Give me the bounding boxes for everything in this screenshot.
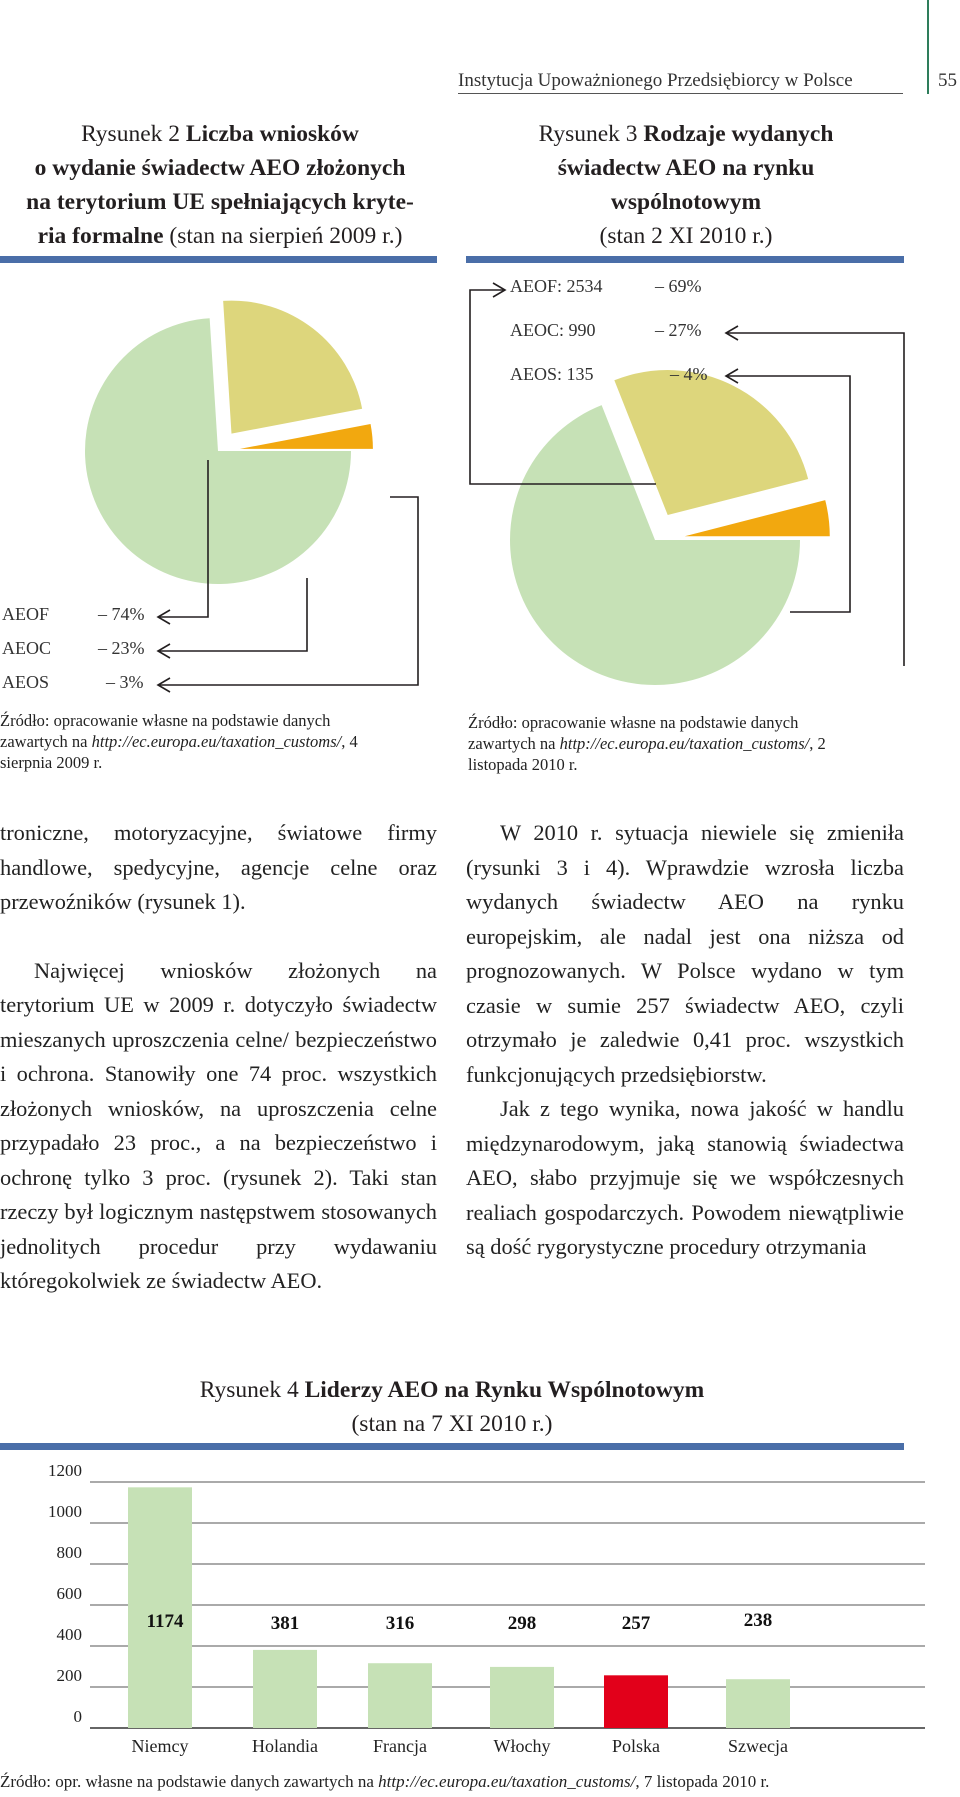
bar-value-label: 238 (743, 1610, 773, 1631)
fig2-source (0, 710, 420, 773)
fig4-subtitle: (stan na 7 XI 2010 r.) (351, 1411, 553, 1437)
fig2-title-l3: na terytorium UE spełniających kryte- (26, 189, 414, 215)
x-category-label: Włochy (493, 1736, 551, 1756)
fig4-caption-bar (0, 1443, 904, 1450)
fig4-source-url: http://ec.europa.eu/taxation_customs/ (378, 1772, 636, 1791)
fig3-source-text: zawartych na (468, 734, 560, 753)
bar-niemcy (128, 1487, 192, 1728)
fig4-label: Rysunek 4 (199, 1377, 299, 1403)
fig2-legend-aeoc-name: AEOC (2, 638, 51, 658)
fig2-legend-aeos-name: AEOS (2, 672, 50, 692)
right-paragraph-1: W 2010 r. sytuacja niewiele się zmieniła (rysunki 3 i 4). Wprawdzie wzrosła liczba wydanych świadectw AEO na rynku europejskim, ale nadal jest ona niższa od prognozowanych. W Polsce wydano w tym czasie w sumie 257 świadectw AEO, czyli otrzymało je zaledwie 0,41 proc. wszystkich funkcjonujących przedsiębiorstw. (466, 820, 904, 1087)
y-tick-label: 200 (56, 1666, 82, 1685)
bar-holandia (253, 1650, 317, 1728)
y-tick-label: 600 (56, 1584, 82, 1603)
fig3-legend-aeof-pct: – 69% (655, 276, 702, 296)
fig2-legend-aeof-name: AEOF (2, 604, 50, 624)
bar-value-label: 257 (621, 1613, 651, 1634)
pie-chart-fig2 (85, 301, 373, 584)
fig3-legend-aeos-name: AEOS: 135 (510, 364, 594, 384)
pie-slice-aeoc (614, 370, 808, 515)
fig3-legend-aeoc-name: AEOC: 990 (510, 320, 596, 340)
right-paragraph-2: Jak z tego wynika, nowa jakość w handlu międzynarodowym, jaką stanowią świadectwa AEO, słabo przyjmuje się we współczesnych realiach gospodarczych. Powodem niewątpliwie są dość rygorystyczne procedury otrzymania (466, 1096, 904, 1259)
fig3-subtitle: (stan 2 XI 2010 r.) (599, 223, 773, 249)
bar-włochy (490, 1667, 554, 1728)
fig2-legend-aeos-pct: – 3% (106, 672, 144, 692)
fig2-title-l4: ria formalne (37, 223, 164, 249)
fig3-legend-aeof-name: AEOF: 2534 (510, 276, 603, 296)
fig3-source-date: , 2 (809, 734, 826, 753)
y-tick-label: 0 (73, 1707, 82, 1726)
fig3-label: Rysunek 3 (538, 121, 638, 147)
y-tick-label: 800 (56, 1543, 82, 1562)
bar-value-label: 298 (507, 1613, 537, 1634)
fig3-legend-aeoc-pct: – 27% (655, 320, 702, 340)
y-tick-label: 400 (56, 1625, 82, 1644)
fig3-source-line3: listopada 2010 r. (468, 755, 578, 774)
fig4-source-date: , 7 listopada 2010 r. (635, 1772, 770, 1791)
fig2-legend-aeof-pct: – 74% (98, 604, 145, 624)
fig4-caption (0, 1373, 904, 1441)
bar-chart-fig4 (0, 1460, 960, 1760)
fig4-source-text: Źródło: opr. własne na podstawie danych zawartych na (0, 1772, 379, 1791)
fig2-legend-aeoc-pct: – 23% (98, 638, 145, 658)
pie-slice-aeoc (223, 301, 362, 434)
fig2-subtitle: (stan na sierpień 2009 r.) (169, 223, 403, 249)
bar-francja (368, 1663, 432, 1728)
fig2-source-date: , 4 (341, 732, 358, 751)
page-number: 55 (938, 70, 957, 91)
x-category-label: Holandia (252, 1736, 318, 1756)
fig2-source-text: zawartych na (0, 732, 92, 751)
x-category-label: Francja (373, 1736, 427, 1756)
fig2-source-url: http://ec.europa.eu/taxation_customs/ (91, 732, 342, 751)
fig3-legend-aeos-pct: – 4% (670, 364, 708, 384)
fig4-source (0, 1771, 960, 1792)
bar-value-label: 1174 (146, 1611, 184, 1632)
y-tick-label: 1200 (48, 1461, 82, 1480)
x-category-label: Polska (611, 1736, 660, 1756)
fig3-title-l3: wspólnotowym (610, 189, 762, 215)
running-title: Instytucja Upoważnionego Przedsiębiorcy w Polsce (458, 70, 853, 91)
right-text-column (466, 816, 904, 1265)
fig2-label: Rysunek 2 (81, 121, 181, 147)
fig2-title-l1: Liczba wniosków (185, 121, 359, 147)
pie-slice-aeos (685, 500, 830, 536)
bar-szwecja (726, 1679, 790, 1728)
fig2-source-line3: sierpnia 2009 r. (0, 753, 103, 772)
fig2-leader-aeoc (158, 578, 307, 651)
fig3-title-l1: Rodzaje wydanych (643, 121, 834, 147)
bar-value-label: 381 (270, 1613, 300, 1634)
fig2-title-l2: o wydanie świadectw AEO złożonych (34, 155, 406, 181)
bar-value-label: 316 (385, 1613, 415, 1634)
left-text-column (0, 816, 437, 1299)
x-category-label: Szwecja (728, 1736, 788, 1756)
fig3-title-l2: świadectw AEO na rynku (557, 155, 815, 181)
pie-chart-fig3 (510, 370, 830, 685)
fig2-source-line1: Źródło: opracowanie własne na podstawie danych (0, 711, 331, 730)
y-tick-label: 1000 (48, 1502, 82, 1521)
bar-chart-svg (0, 1460, 960, 1760)
fig4-title: Liderzy AEO na Rynku Wspólnotowym (304, 1377, 705, 1403)
fig3-source-line1: Źródło: opracowanie własne na podstawie danych (468, 713, 799, 732)
fig3-source-url: http://ec.europa.eu/taxation_customs/ (559, 734, 810, 753)
left-paragraph-2: Najwięcej wniosków złożonych na terytorium UE w 2009 r. dotyczyło świadectw mieszanych uproszczenia celne/ bezpieczeństwo i ochrona. Stanowiły one 74 proc. wszystkich złożonych wniosków, na uproszczenia celne przypadało 23 proc., a na bezpieczeństwo i ochronę tylko 3 proc. (rysunek 2). Taki stan rzeczy był logicznym następstwem stosowanych jednolitych procedur przy wydawaniu któregokolwiek ze świadectw AEO. (0, 957, 437, 1293)
bar-polska (604, 1675, 668, 1728)
left-paragraph-1: troniczne, motoryzacyjne, światowe firmy handlowe, spedycyjne, agencje celne oraz przewoźników (rysunek 1). (0, 820, 437, 914)
x-category-label: Niemcy (131, 1736, 189, 1756)
fig3-source (468, 712, 908, 775)
